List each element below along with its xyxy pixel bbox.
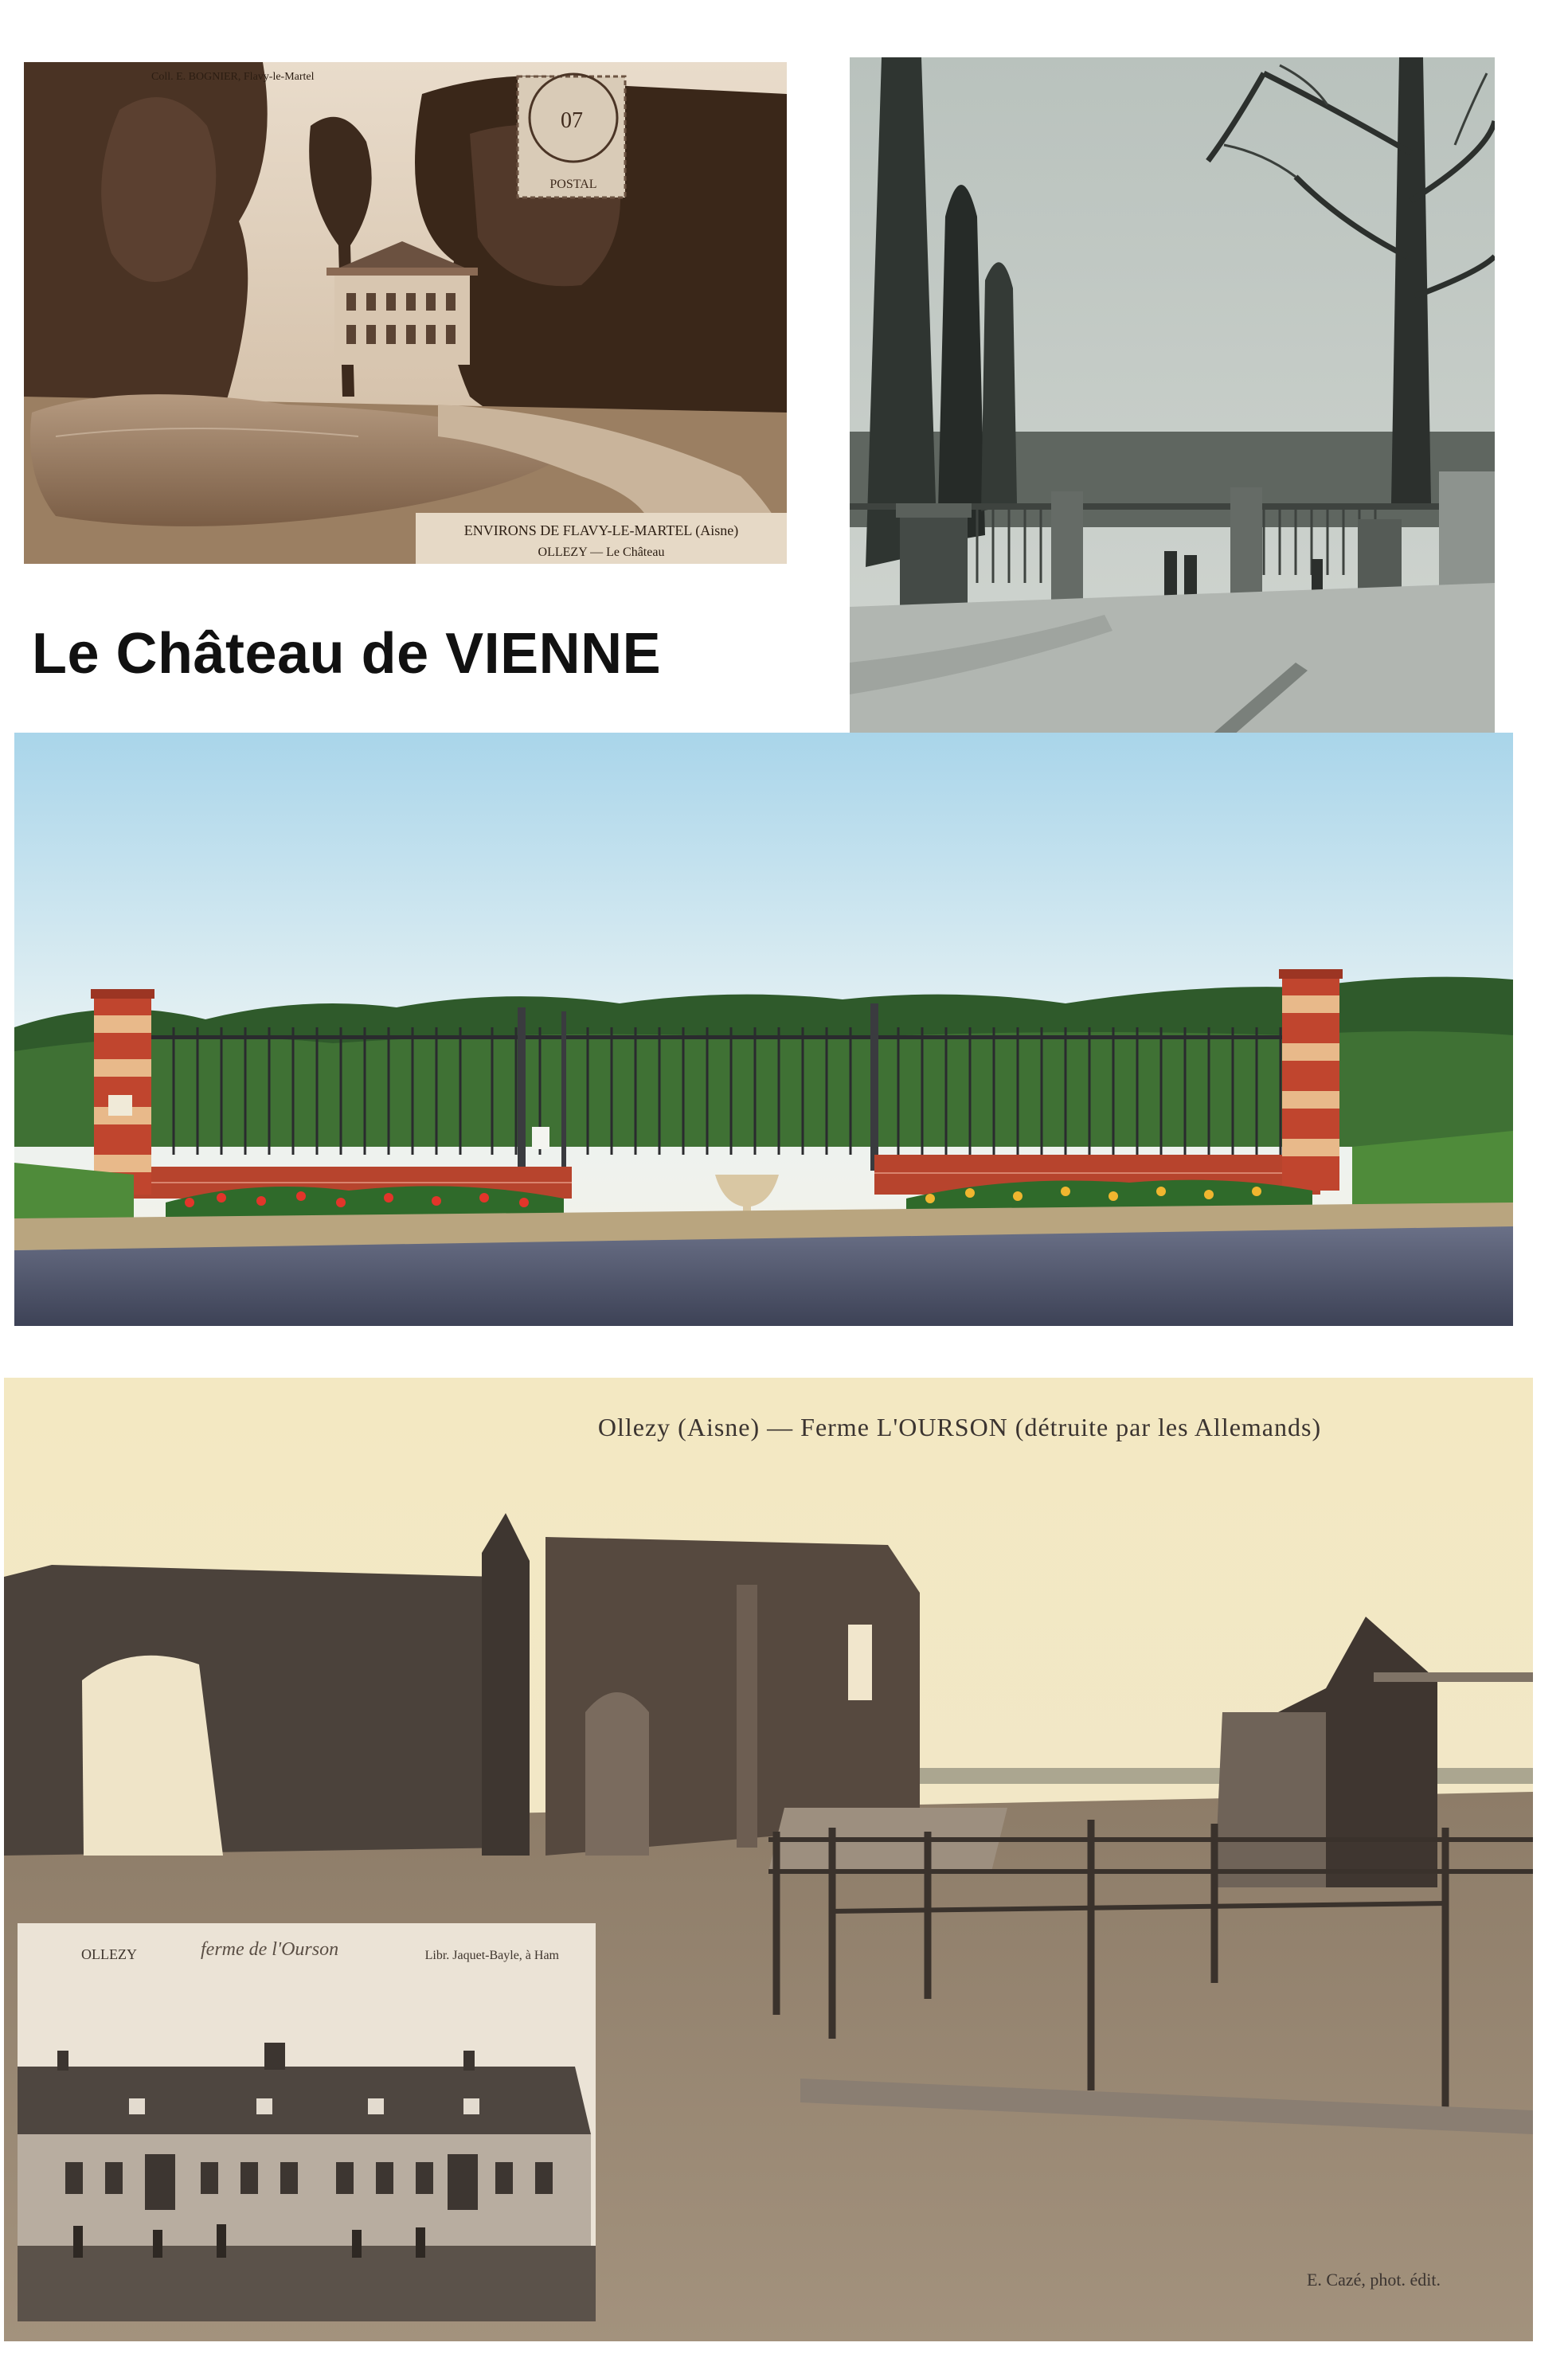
postmark-text: 07 xyxy=(561,108,583,133)
inset-handwritten: ferme de l'Ourson xyxy=(201,1939,339,1960)
publisher-line: Coll. E. BOGNIER, Flavy-le-Martel xyxy=(151,71,315,83)
page-title: Le Château de VIENNE xyxy=(32,622,662,686)
inset-publisher: Libr. Jaquet-Bayle, à Ham xyxy=(424,1949,559,1962)
inset-place: OLLEZY xyxy=(81,1946,137,1962)
caption-line-1: ENVIRONS DE FLAVY-LE-MARTEL (Aisne) xyxy=(463,522,739,538)
ferme-credit: E. Cazé, phot. édit. xyxy=(1306,2270,1441,2290)
photo-gate-color xyxy=(14,733,1513,1326)
photo-gate-old xyxy=(850,57,1495,834)
ferme-caption: Ollezy (Aisne) — Ferme L'OURSON (détruite par les Allemands) xyxy=(597,1413,1322,1441)
postcard-ferme-inset xyxy=(18,1923,596,2321)
postcard-chateau xyxy=(24,62,787,564)
stamp-text: POSTAL xyxy=(549,178,597,191)
caption-line-2: OLLEZY — Le Château xyxy=(538,546,665,559)
